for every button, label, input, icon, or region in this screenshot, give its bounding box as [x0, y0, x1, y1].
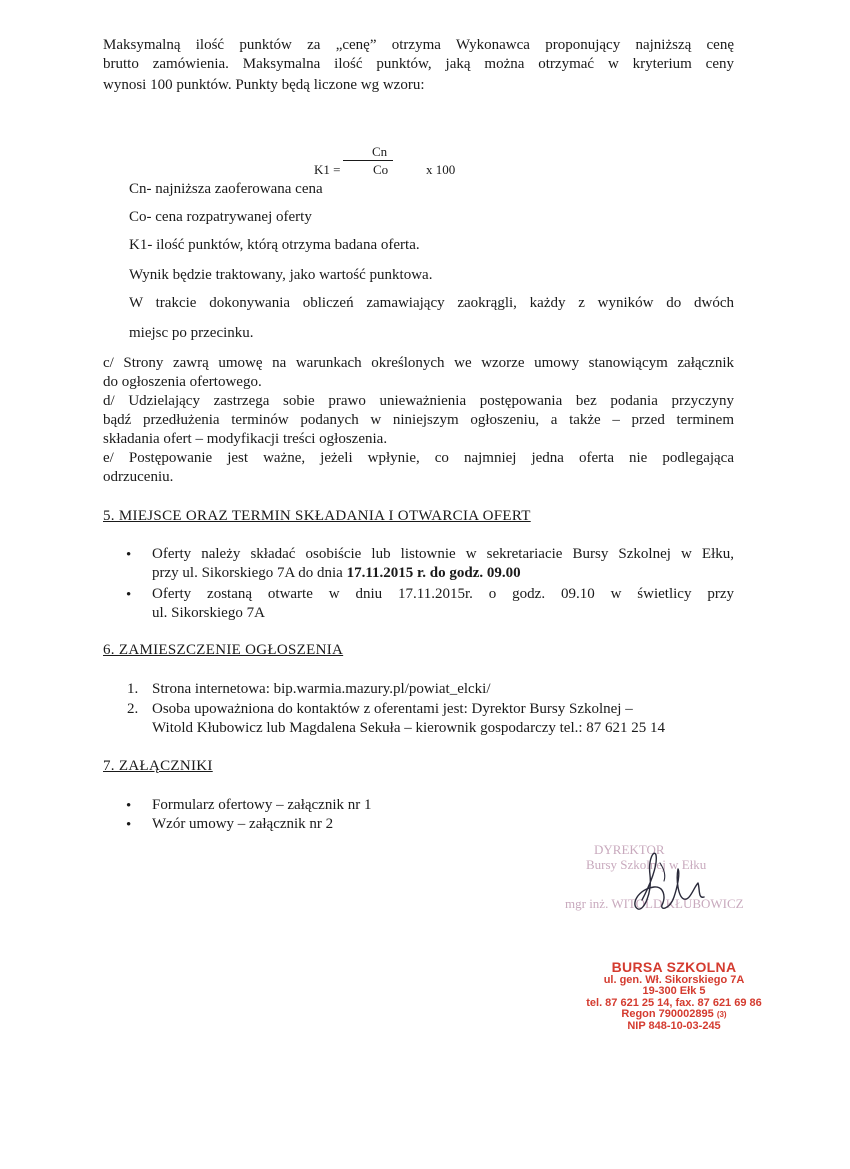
section-7-item-1: Formularz ofertowy – załącznik nr 1: [152, 797, 372, 813]
definition-cn: Cn- najniższa zaoferowana cena: [129, 181, 323, 197]
intro-line-3: wynosi 100 punktów. Punkty będą liczone wg wzoru:: [103, 77, 425, 93]
school-stamp-nip: NIP 848-10-03-245: [627, 1019, 721, 1032]
point-d-line-1: d/ Udzielający zastrzega sobie prawo unieważnienia postępowania bez podania przyczyny: [103, 393, 734, 409]
definition-k1: K1- ilość punktów, którą otrzyma badana oferta.: [129, 237, 420, 253]
section-5-item-1-line-1: Oferty należy składać osobiście lub listownie w sekretariacie Bursy Szkolnej w Ełku,: [152, 546, 734, 562]
section-6-item-1: Strona internetowa: bip.warmia.mazury.pl/powiat_elcki/: [152, 681, 491, 697]
formula-fraction-bar: [343, 160, 393, 161]
point-e-line-1: e/ Postępowanie jest ważne, jeżeli wpłynie, co najmniej jedna oferta nie podlegająca: [103, 450, 734, 466]
director-stamp-title: DYREKTOR: [594, 842, 665, 857]
definition-result: Wynik będzie traktowany, jako wartość punktowa.: [129, 267, 433, 283]
list-number: 2.: [127, 701, 139, 717]
section-7-heading: 7. ZAŁĄCZNIKI: [103, 758, 213, 774]
deadline-date: 17.11.2015 r. do godz. 09.00: [346, 565, 521, 581]
school-stamp-phone: tel. 87 621 25 14, fax. 87 621 69 86: [586, 996, 762, 1009]
point-d-line-2: bądź przedłużenia terminów podanych w niniejszym ogłoszeniu, a także – przed terminem: [103, 412, 734, 428]
bullet-icon: •: [126, 547, 132, 563]
school-stamp-name: BURSA SZKOLNA: [611, 959, 737, 975]
formula-multiplier: x 100: [426, 162, 456, 177]
point-c-line-1: c/ Strony zawrą umowę na warunkach określonych we wzorze umowy stanowiącym załącznik: [103, 355, 734, 371]
section-6-item-2-line-1: Osoba upoważniona do kontaktów z oferentami jest: Dyrektor Bursy Szkolnej –: [152, 701, 633, 717]
bullet-icon: •: [126, 798, 132, 814]
bullet-icon: •: [126, 817, 132, 833]
school-stamp-regon: Regon 790002895 (3): [621, 1008, 727, 1021]
section-5-heading: 5. MIEJSCE ORAZ TERMIN SKŁADANIA I OTWARCIA OFERT: [103, 508, 531, 524]
formula-numerator: Cn: [372, 144, 388, 159]
section-5-item-2-line-2: ul. Sikorskiego 7A: [152, 605, 265, 621]
section-6-item-2-line-2: Witold Kłubowicz lub Magdalena Sekuła – kierownik gospodarczy tel.: 87 621 25 14: [152, 720, 666, 736]
school-stamp: [569, 960, 779, 1032]
section-5-item-2-line-1: Oferty zostaną otwarte w dniu 17.11.2015r. o godz. 09.10 w świetlicy przy: [152, 586, 734, 602]
point-d-line-3: składania ofert – modyfikacji treści ogłoszenia.: [103, 431, 388, 447]
intro-line-1: Maksymalną ilość punktów za „cenę” otrzyma Wykonawca proponujący najniższą cenę: [103, 37, 734, 53]
director-stamp-name: mgr inż. WITOLD KŁUBOWICZ: [565, 896, 744, 911]
point-c-line-2: do ogłoszenia ofertowego.: [103, 374, 262, 390]
handwritten-signature: [620, 845, 715, 920]
formula-lhs: K1 =: [314, 162, 341, 177]
formula-denominator: Co: [373, 162, 389, 177]
section-5-item-1-line-2: przy ul. Sikorskiego 7A do dnia 17.11.2015 r. do godz. 09.00: [152, 565, 521, 581]
list-number: 1.: [127, 681, 139, 697]
section-6-heading: 6. ZAMIESZCZENIE OGŁOSZENIA: [103, 642, 344, 658]
rounding-line-2: miejsc po przecinku.: [129, 325, 254, 341]
intro-line-2: brutto zamówienia. Maksymalna ilość punktów, jaką można otrzymać w kryterium ceny: [103, 56, 734, 72]
school-stamp-street: ul. gen. Wł. Sikorskiego 7A: [603, 973, 745, 986]
director-stamp-org: Bursy Szkolnej w Ełku: [586, 857, 707, 872]
school-stamp-city: 19-300 Ełk 5: [642, 985, 706, 998]
bullet-icon: •: [126, 587, 132, 603]
rounding-line-1: W trakcie dokonywania obliczeń zamawiający zaokrągli, każdy z wyników do dwóch: [129, 295, 734, 311]
definition-co: Co- cena rozpatrywanej oferty: [129, 209, 312, 225]
point-e-line-2: odrzuceniu.: [103, 469, 174, 485]
section-7-item-2: Wzór umowy – załącznik nr 2: [152, 816, 334, 832]
